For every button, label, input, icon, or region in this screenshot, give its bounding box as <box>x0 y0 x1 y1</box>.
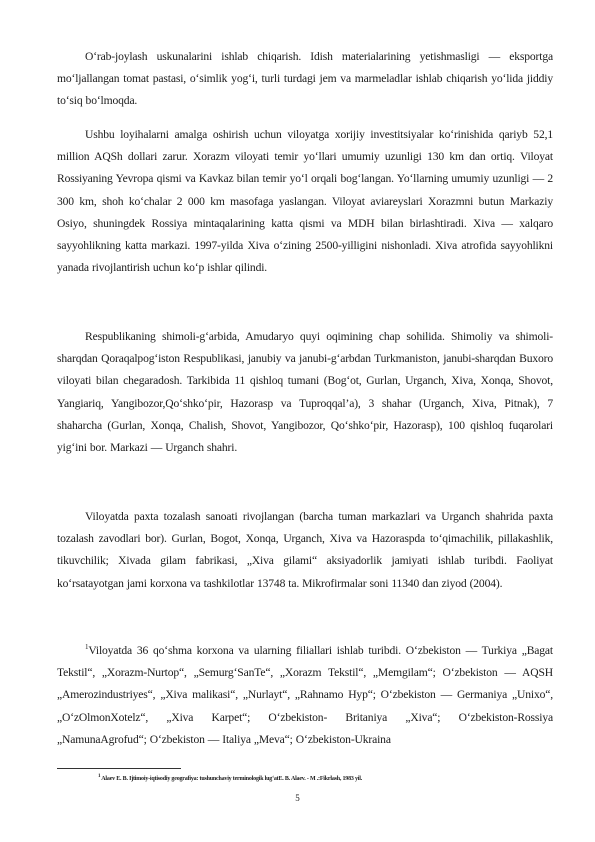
paragraph-joint-ventures <box>57 640 553 751</box>
paragraph-investments-transport: Ushbu loyihalarni amalga oshirish uchun viloyatga xorijiy investitsiyalar ko‘rinishida qariyb 52,1 million AQSh dollari zarur. Xorazm viloyati temir yo‘llari umumiy uzunligi 130 km dan ortiq. Viloyat Rossiyaning Yevropa qismi va Kavkaz bilan temir yo‘l orqali bog‘langan. Yo‘llarning umumiy uzunligi — 2 300 km, shoh ko‘chalar 2 000 km masofaga yaslangan. Viloyat aviareyslari Xorazmni butun Markaziy Osiyo, shuningdek Rossiya mintaqalarining katta qismi va MDH bilan birlashtiradi. Xiva — xalqaro sayyohlikning katta markazi. 1997-yilda Xiva o‘zining 2500-yilligini nishonladi. Xiva atrofida sayyohlikni yanada rivojlantirish uchun ko‘p ishlar qilindi. <box>57 128 553 275</box>
footnote-reference: 1 <box>85 643 89 651</box>
paragraph-packaging: O‘rab-joylash uskunalarini ishlab chiqarish. Idish materialarining yetishmasligi — eksportga mo‘ljallangan tomat pastasi, o‘simlik yog‘i, turli turdagi jem va marmeladlar ishlab chiqarish yo‘lida jiddiy to‘siq bo‘lmoqda. <box>57 50 553 108</box>
paragraph-joint-ventures-text: Viloyatda 36 qo‘shma korxona va ularning filiallari ishlab turibdi. O‘zbekiston — Turkiya „Bagat Tekstil“, „Xorazm-Nurtop“, „Semurg‘SanTe“, „Xorazm Tekstil“, „Memgilam“; O‘zbekiston — AQSH „Amerozindustriyes“, „Xiva malikasi“, „Nurlayt“, „Rahnamo Hyp“; O‘zbekiston — Germaniya „Unixo“, „O‘zOlmonXotelz“, „Xiva Karpet“; O‘zbekiston- Britaniya „Xiva“; O‘zbekiston-Rossiya „NamunaAgrofud“; O‘zbekiston — Italiya „Meva“; O‘zbekiston-Ukraina <box>57 644 553 746</box>
footnote-divider <box>57 768 181 769</box>
footnote <box>98 773 568 783</box>
footnote-marker: 1 <box>98 774 101 779</box>
footnote-text: Alaev E. B. Ijtimoiy-iqtisodiy geografiya: tushunchaviy terminologik lug‘atE. B. Alaev. - M .:Fikrlash, 1983 yil. <box>101 776 363 782</box>
paragraph-industry: Viloyatda paxta tozalash sanoati rivojlangan (barcha tuman markazlari va Urganch shahrida paxta tozalash zavodlari bor). Gurlan, Bogot, Xonqa, Urganch, Xiva va Hazoraspda to‘qimachilik, pillakashlik, tikuvchilik; Xivada gilam fabrikasi, „Xiva gilami“ aksiyadorlik jamiyati ishlab turibdi. Faoliyat ko‘rsatayotgan jami korxona va tashkilotlar 13748 ta. Mikrofirmalar soni 11340 dan ziyod (2004). <box>57 510 553 590</box>
page-number: 5 <box>295 793 300 803</box>
paragraph-geography: Respublikaning shimoli-g‘arbida, Amudaryo quyi oqimining chap sohilida. Shimoliy va shimoli-sharqdan Qoraqalpog‘iston Respublikasi, janubiy va janubi-g‘arbdan Turkmaniston, janubi-sharqdan Buxoro viloyati bilan chegaradosh. Tarkibida 11 qishloq tumani (Bog‘ot, Gurlan, Urganch, Xiva, Xonqa, Shovot, Yangiariq, Yangibozor,Qo‘shko‘pir, Hazorasp va Tuproqqal’a), 3 shahar (Urganch, Xiva, Pitnak), 7 shaharcha (Gurlan, Xonqa, Chalish, Shovot, Yangibozor, Qo‘shko‘pir, Hazorasp), 100 qishloq fuqarolari yig‘ini bor. Markazi — Urganch shahri. <box>57 330 553 455</box>
